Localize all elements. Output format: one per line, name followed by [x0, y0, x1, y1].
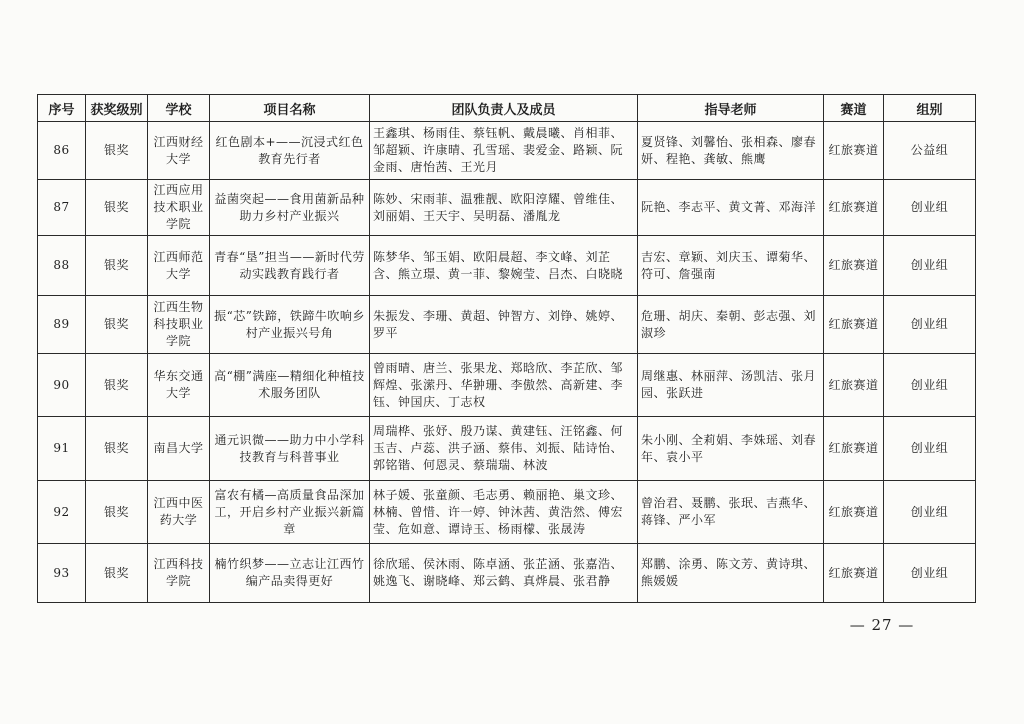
cell-school: 江西财经大学	[148, 122, 210, 180]
cell-team: 陈梦华、邹玉娟、欧阳晨超、李文峰、刘芷含、熊立璟、黄一菲、黎婉莹、吕杰、白晓晓	[370, 236, 638, 296]
cell-group: 创业组	[884, 481, 976, 544]
cell-school: 江西生物科技职业学院	[148, 296, 210, 354]
header-group: 组别	[884, 95, 976, 122]
cell-no: 86	[38, 122, 86, 180]
cell-group: 创业组	[884, 544, 976, 603]
cell-team: 王鑫琪、杨雨佳、蔡钰帆、戴晨曦、肖相菲、邹超颖、许康晴、孔雪瑶、裴爱金、路颖、阮金雨、唐怡茜、王光月	[370, 122, 638, 180]
cell-level: 银奖	[86, 417, 148, 481]
cell-group: 创业组	[884, 236, 976, 296]
cell-team: 朱振发、李珊、黄超、钟智方、刘铮、姚婷、罗平	[370, 296, 638, 354]
cell-school: 江西中医药大学	[148, 481, 210, 544]
cell-project: 富农有橘—高质量食品深加工，开启乡村产业振兴新篇章	[210, 481, 370, 544]
table-row	[38, 354, 976, 417]
cell-no: 93	[38, 544, 86, 603]
awards-table	[37, 94, 976, 603]
page-number: — 27 —	[849, 616, 915, 634]
cell-project: 振“芯”铁蹄，铁蹄牛吹响乡村产业振兴号角	[210, 296, 370, 354]
cell-advisors: 夏贤锋、刘馨怡、张相森、廖春妍、程艳、龚敏、熊鹰	[638, 122, 824, 180]
cell-level: 银奖	[86, 296, 148, 354]
cell-project: 红色剧本+——沉浸式红色教育先行者	[210, 122, 370, 180]
cell-no: 91	[38, 417, 86, 481]
cell-team: 曾雨晴、唐兰、张果龙、郑晗欣、李芷欣、邹辉煌、张潆丹、华翀珊、李傲然、高新建、李钰、钟国庆、丁志权	[370, 354, 638, 417]
cell-track: 红旅赛道	[824, 122, 884, 180]
header-advisors: 指导老师	[638, 95, 824, 122]
cell-group: 创业组	[884, 180, 976, 236]
cell-track: 红旅赛道	[824, 354, 884, 417]
cell-school: 南昌大学	[148, 417, 210, 481]
cell-advisors: 危珊、胡庆、秦朝、彭志强、刘淑珍	[638, 296, 824, 354]
cell-group: 创业组	[884, 354, 976, 417]
header-team: 团队负责人及成员	[370, 95, 638, 122]
cell-advisors: 周继惠、林丽萍、汤凯洁、张月园、张跃进	[638, 354, 824, 417]
cell-track: 红旅赛道	[824, 417, 884, 481]
cell-advisors: 阮艳、李志平、黄文菁、邓海洋	[638, 180, 824, 236]
cell-project: 青春“垦”担当——新时代劳动实践教育践行者	[210, 236, 370, 296]
cell-level: 银奖	[86, 544, 148, 603]
cell-group: 创业组	[884, 417, 976, 481]
table-row	[38, 417, 976, 481]
cell-advisors: 郑鹏、涂勇、陈文芳、黄诗琪、熊媛媛	[638, 544, 824, 603]
cell-no: 89	[38, 296, 86, 354]
cell-advisors: 吉宏、章颖、刘庆玉、谭菊华、符可、詹强南	[638, 236, 824, 296]
cell-project: 楠竹织梦——立志让江西竹编产品卖得更好	[210, 544, 370, 603]
cell-team: 徐欣瑶、侯沐雨、陈卓涵、张芷涵、张嘉浩、姚逸飞、谢晓峰、郑云鹤、真烨晨、张君静	[370, 544, 638, 603]
table-header-row	[38, 95, 976, 122]
table-row	[38, 236, 976, 296]
cell-level: 银奖	[86, 354, 148, 417]
cell-no: 92	[38, 481, 86, 544]
cell-advisors: 曾治君、聂鹏、张珉、吉燕华、蒋锋、严小军	[638, 481, 824, 544]
cell-project: 通元识微——助力中小学科技教育与科普事业	[210, 417, 370, 481]
cell-group: 公益组	[884, 122, 976, 180]
table-row	[38, 180, 976, 236]
cell-team: 陈妙、宋雨菲、温雅靓、欧阳淳耀、曾维佳、刘丽娟、王天宇、吴明磊、潘胤龙	[370, 180, 638, 236]
cell-track: 红旅赛道	[824, 296, 884, 354]
cell-level: 银奖	[86, 481, 148, 544]
cell-group: 创业组	[884, 296, 976, 354]
cell-track: 红旅赛道	[824, 481, 884, 544]
cell-team: 林子媛、张童颜、毛志勇、赖丽艳、巢文珍、林楠、曾惜、许一婷、钟沐茜、黄浩然、傅宏莹、危如意、谭诗玉、杨雨檬、张晟涛	[370, 481, 638, 544]
cell-school: 华东交通大学	[148, 354, 210, 417]
header-school: 学校	[148, 95, 210, 122]
cell-project: 高“棚”满座—精细化种植技术服务团队	[210, 354, 370, 417]
table-row	[38, 481, 976, 544]
header-level: 获奖级别	[86, 95, 148, 122]
cell-school: 江西师范大学	[148, 236, 210, 296]
cell-no: 87	[38, 180, 86, 236]
cell-track: 红旅赛道	[824, 236, 884, 296]
header-project: 项目名称	[210, 95, 370, 122]
cell-level: 银奖	[86, 180, 148, 236]
cell-level: 银奖	[86, 122, 148, 180]
cell-team: 周瑞桦、张妤、殷乃谋、黄建钰、汪铭鑫、何玉吉、卢蕊、洪子涵、蔡伟、刘振、陆诗怡、郭铭锴、何恩灵、蔡瑞瑞、林波	[370, 417, 638, 481]
table-row	[38, 544, 976, 603]
cell-no: 88	[38, 236, 86, 296]
header-track: 赛道	[824, 95, 884, 122]
table-row	[38, 122, 976, 180]
cell-level: 银奖	[86, 236, 148, 296]
cell-project: 益菌突起——食用菌新品种助力乡村产业振兴	[210, 180, 370, 236]
cell-track: 红旅赛道	[824, 544, 884, 603]
cell-advisors: 朱小刚、全莉娟、李姝瑶、刘春年、袁小平	[638, 417, 824, 481]
table-row	[38, 296, 976, 354]
cell-school: 江西科技学院	[148, 544, 210, 603]
cell-track: 红旅赛道	[824, 180, 884, 236]
cell-school: 江西应用技术职业学院	[148, 180, 210, 236]
cell-no: 90	[38, 354, 86, 417]
header-no: 序号	[38, 95, 86, 122]
